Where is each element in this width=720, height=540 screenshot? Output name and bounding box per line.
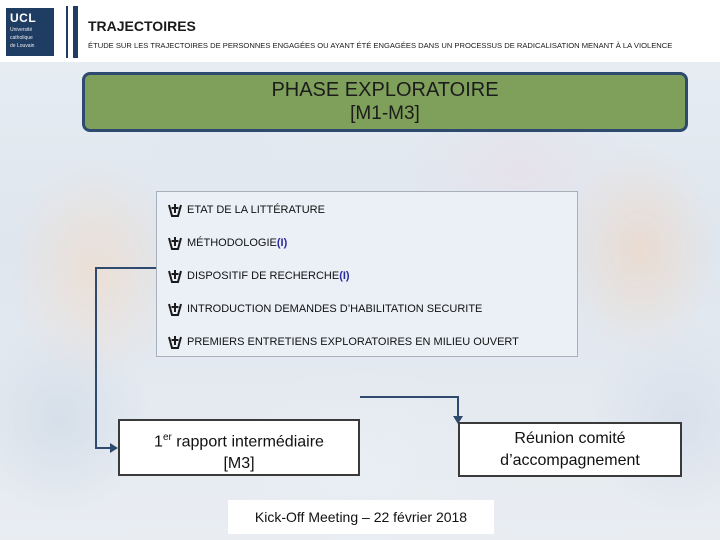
- committee-line-1: Réunion comité: [514, 430, 626, 447]
- list-item-label: ETAT DE LA LITTÉRATURE: [187, 204, 325, 216]
- committee-line-2: d’accompagnement: [500, 452, 640, 469]
- list-item: [167, 267, 350, 285]
- checkbox-plus-icon: [167, 333, 183, 351]
- list-item-label: MÉTHODOLOGIE: [187, 237, 277, 249]
- interim-report-period: [M3]: [223, 455, 255, 473]
- list-item-label: PREMIERS ENTRETIENS EXPLORATOIRES EN MILIEU OUVERT: [187, 336, 519, 348]
- report-title-rest: rapport intermédiaire: [171, 433, 324, 451]
- deliverables-list: [156, 191, 578, 357]
- connector-bottom: [360, 397, 458, 420]
- list-item: [167, 234, 287, 252]
- logo-line-3: de Louvain: [10, 43, 35, 49]
- list-item: [167, 201, 325, 219]
- logo-line-2: catholique: [10, 35, 33, 41]
- interim-report-box: [118, 419, 360, 476]
- list-item-suffix: (I): [276, 237, 288, 249]
- phase-period: [M1-M3]: [350, 103, 420, 124]
- checkbox-plus-icon: [167, 300, 183, 318]
- slide-subtitle: ÉTUDE SUR LES TRAJECTOIRES DE PERSONNES ENGAGÉES OU AYANT ÉTÉ ENGAGÉES DANS UN PROCESSUS DE RADICALISATION MENANT À LA VIOLENCE: [88, 41, 673, 50]
- list-item-label: DISPOSITIF DE RECHERCHE: [187, 270, 340, 282]
- logo-line-1: Université: [10, 27, 33, 33]
- list-item: [167, 333, 519, 351]
- report-ordinal: 1: [154, 433, 163, 451]
- phase-title: PHASE EXPLORATOIRE: [271, 79, 499, 101]
- slide-title: TRAJECTOIRES: [88, 18, 196, 34]
- list-item: [167, 300, 482, 318]
- list-item-suffix: (I): [339, 270, 350, 282]
- report-ordinal-sup: er: [162, 432, 172, 443]
- committee-meeting-box: [458, 422, 682, 477]
- checkbox-plus-icon: [167, 234, 183, 252]
- list-item-label: INTRODUCTION DEMANDES D’HABILITATION SECURITE: [187, 303, 483, 315]
- logo-abbr: UCL: [10, 11, 37, 25]
- arrow-head-left: [110, 443, 118, 453]
- checkbox-plus-icon: [167, 267, 183, 285]
- interim-report-title: [120, 427, 358, 453]
- footer-meeting-date: Kick-Off Meeting – 22 février 2018: [228, 500, 494, 534]
- checkbox-plus-icon: [167, 201, 183, 219]
